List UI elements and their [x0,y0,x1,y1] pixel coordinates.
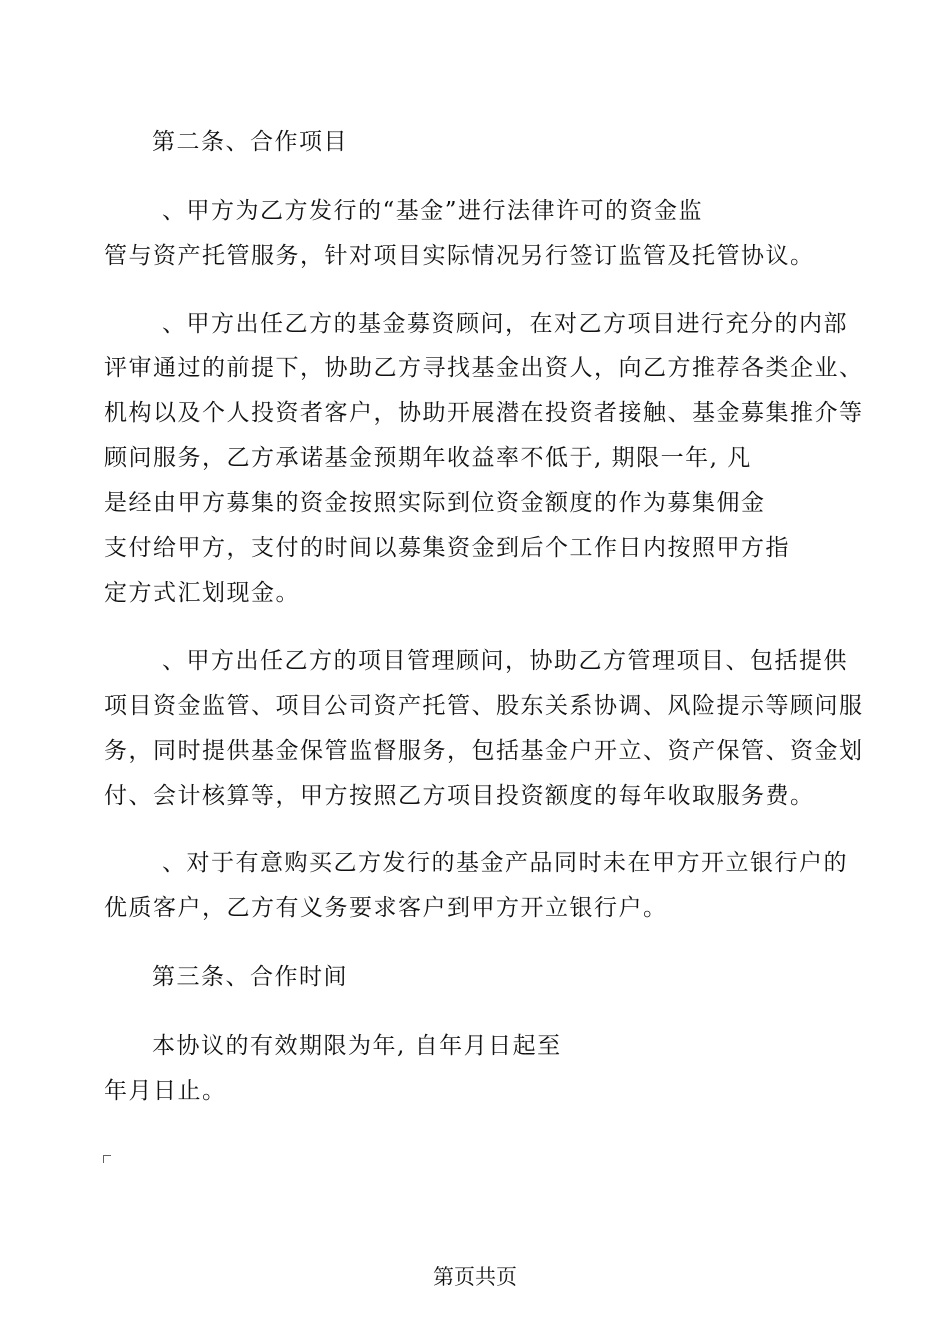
clause2-line5: 是经由甲方募集的资金按照实际到位资金额度的作为募集佣金 [104,490,766,516]
article2-heading: 第二条、合作项目 [152,129,348,155]
term-line2: 年月日止。 [104,1078,227,1104]
clause2-line2: 评审通过的前提下，协助乙方寻找基金出资人，向乙方推荐各类企业、 [104,355,864,381]
clause2-line4: 顾问服务，乙方承诺基金预期年收益率不低于, 期限一年, 凡 [104,445,752,471]
clause2-line6: 支付给甲方，支付的时间以募集资金到后个工作日内按照甲方指 [104,535,790,561]
clause4-line2: 优质客户，乙方有义务要求客户到甲方开立银行户。 [104,895,668,921]
clause3-line2: 项目资金监管、项目公司资产托管、股东关系协调、风险提示等顾问服 [104,693,864,719]
clause2-line3: 机构以及个人投资者客户，协助开展潜在投资者接触、基金募集推介等 [104,400,864,426]
article3-heading: 第三条、合作时间 [152,964,348,990]
clause2-line1: 、甲方出任乙方的基金募资顾问，在对乙方项目进行充分的内部 [162,311,848,337]
term-line1: 本协议的有效期限为年, 自年月日起至 [152,1033,562,1059]
paragraph-corner-mark [103,1155,111,1163]
clause4-line1: 、对于有意购买乙方发行的基金产品同时未在甲方开立银行户的 [162,850,848,876]
clause1-line1: 、甲方为乙方发行的“基金”进行法律许可的资金监 [162,198,704,224]
clause3-line3: 务，同时提供基金保管监督服务，包括基金户开立、资产保管、资金划 [104,738,864,764]
clause3-line1: 、甲方出任乙方的项目管理顾问，协助乙方管理项目、包括提供 [162,648,848,674]
page-footer: 第页共页 [433,1265,517,1289]
clause2-line7: 定方式汇划现金。 [104,580,300,606]
clause3-line4: 付、会计核算等，甲方按照乙方项目投资额度的每年收取服务费。 [104,783,815,809]
clause1-line2: 管与资产托管服务，针对项目实际情况另行签订监管及托管协议。 [104,243,815,269]
